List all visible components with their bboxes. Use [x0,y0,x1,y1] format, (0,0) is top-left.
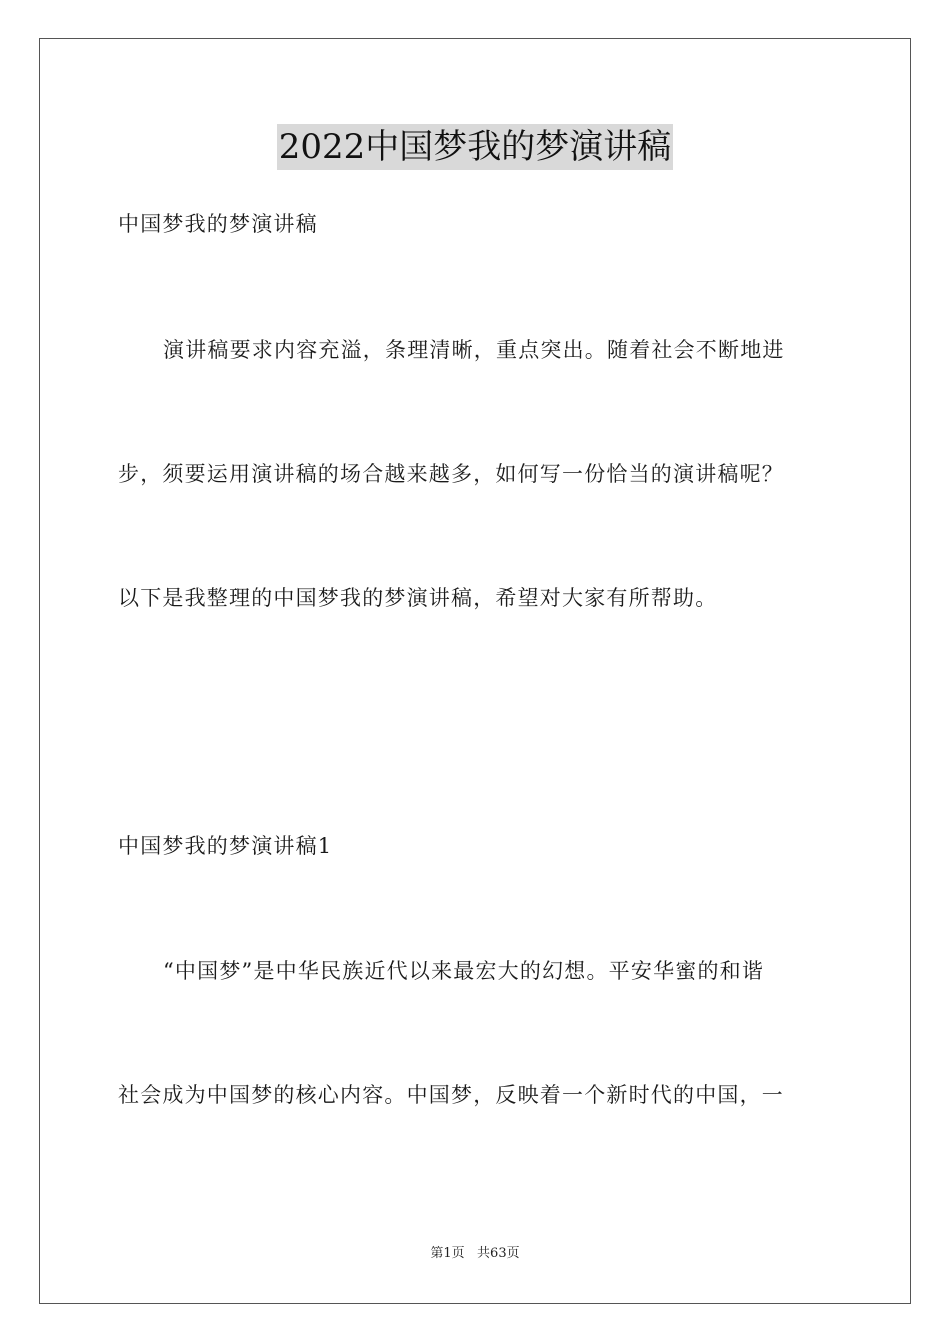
section-heading: 中国梦我的梦演讲稿1 [118,834,333,858]
subtitle: 中国梦我的梦演讲稿 [118,212,318,236]
title-container [0,124,950,170]
paragraph-line: 社会成为中国梦的核心内容。中国梦，反映着一个新时代的中国，一 [118,1083,784,1107]
paragraph-line: 步，须要运用演讲稿的场合越来越多，如何写一份恰当的演讲稿呢？ [118,462,784,486]
document-title: 2022中国梦我的梦演讲稿 [277,124,674,170]
paragraph-line: 以下是我整理的中国梦我的梦演讲稿，希望对大家有所帮助。 [118,586,718,610]
paragraph-line: “中国梦”是中华民族近代以来最宏大的幻想。平安华蜜的和谐 [163,959,765,983]
paragraph-line: 演讲稿要求内容充溢，条理清晰，重点突出。随着社会不断地进 [163,338,785,362]
page-footer: 第1页 共63页 [430,1246,520,1261]
